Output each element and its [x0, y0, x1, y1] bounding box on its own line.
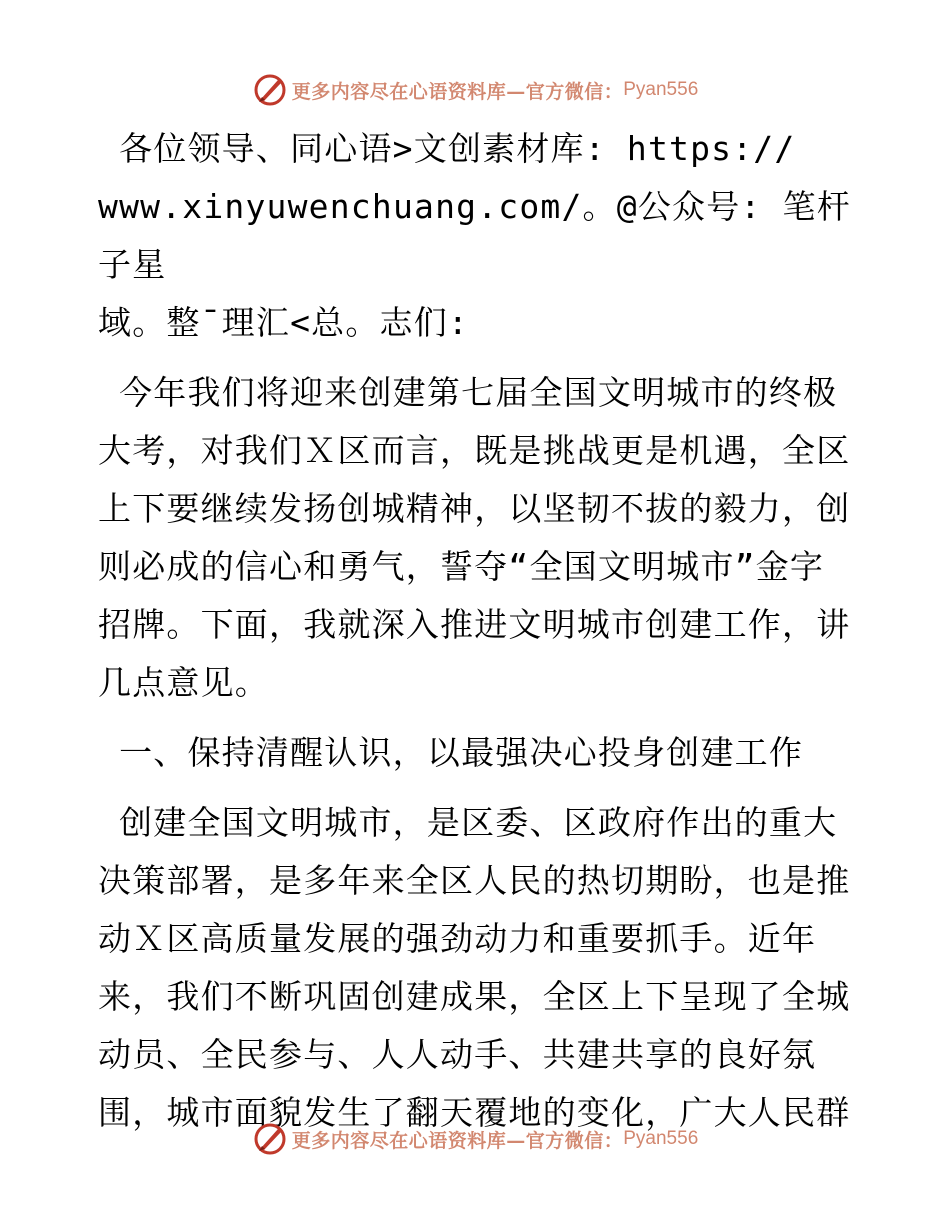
- watermark-text: 更多内容尽在心语资料库—官方微信：: [291, 1129, 624, 1152]
- salutation-paragraph: 各位领导、同心语>文创素材库: https:// www.xinyuwenchuang.com/。@公众号: 笔杆子星 域。整¯理汇<总。志们:: [98, 129, 851, 342]
- watermark-wechat-id: Pyan556: [623, 79, 699, 100]
- watermark-footer: [0, 1119, 950, 1159]
- watermark-header: [0, 70, 950, 110]
- watermark-text: 更多内容尽在心语资料库—官方微信：: [291, 80, 624, 103]
- watermark-wechat-id: Pyan556: [623, 1128, 699, 1149]
- document-body: [98, 120, 858, 1154]
- intro-paragraph: 今年我们将迎来创建第七届全国文明城市的终极 大考，对我们Ｘ区而言，既是挑战更是机遇，全区 上下要继续发扬创城精神，以坚韧不拔的毅力，创 则必成的信心和勇气，誓夺“全国文明城市”金字 招牌。下面，我就深入推进文明城市创建工作，讲 几点意见。: [98, 373, 851, 702]
- section-heading-1: 一、保持清醒认识，以最强决心投身创建工作: [98, 733, 804, 772]
- section-1-paragraph: 创建全国文明城市，是区委、区政府作出的重大 决策部署，是多年来全区人民的热切期盼，也是推 动Ｘ区高质量发展的强劲动力和重要抓手。近年 来，我们不断巩固创建成果，全区上下呈现了全城 动员、全民参与、人人动手、共建共享的良好氛 围，城市面貌发生了翻天覆地的变化，广大人民群: [98, 803, 851, 1132]
- quill-logo-icon: [252, 72, 288, 108]
- quill-logo-icon: [252, 1121, 288, 1157]
